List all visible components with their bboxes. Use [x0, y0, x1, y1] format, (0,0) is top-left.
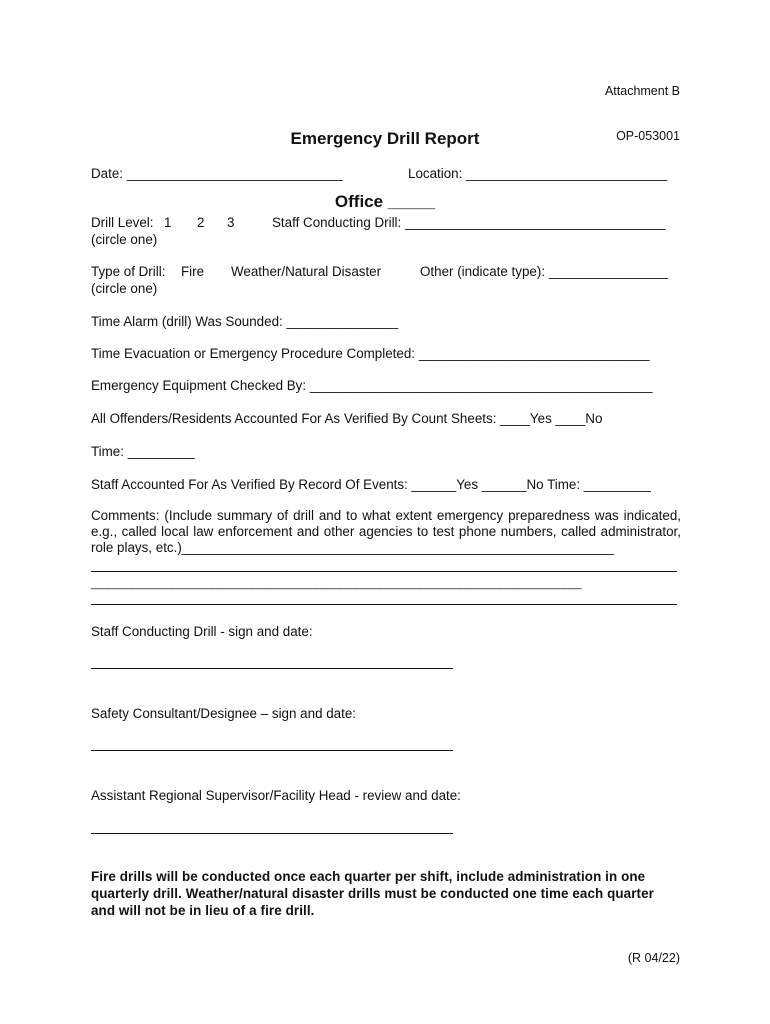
time-alarm-field[interactable]: Time Alarm (drill) Was Sounded: _______________	[91, 314, 399, 329]
safety-signature-label: Safety Consultant/Designee – sign and date:	[91, 706, 357, 721]
time-field[interactable]: Time: _________	[91, 444, 195, 459]
drill-level-option-1[interactable]: 1	[164, 215, 172, 230]
circle-one-hint-2: (circle one)	[91, 281, 158, 296]
staff-signature-label: Staff Conducting Drill - sign and date:	[91, 624, 313, 639]
supervisor-signature-label: Assistant Regional Supervisor/Facility Head - review and date:	[91, 788, 461, 803]
safety-signature-line[interactable]	[91, 750, 453, 751]
circle-one-hint: (circle one)	[91, 232, 158, 247]
fire-drill-note: Fire drills will be conducted once each quarter per shift, include administration in one quarterly drill. Weather/natural disaster drills must be conducted one time each quarter and will not be in lieu of a fire drill.	[91, 869, 654, 918]
staff-signature-line[interactable]	[91, 668, 453, 669]
revision-label: (R 04/22)	[627, 951, 680, 965]
staff-accounted-field[interactable]: Staff Accounted For As Verified By Record Of Events: ______Yes ______No Time: _________	[91, 477, 651, 492]
supervisor-signature-line[interactable]	[91, 833, 453, 834]
offenders-accounted-field[interactable]: All Offenders/Residents Accounted For As Verified By Count Sheets: ____Yes ____No	[91, 411, 603, 426]
title-line-1: Emergency Drill Report	[290, 129, 480, 148]
comments-field[interactable]	[91, 508, 681, 556]
drill-level-option-2[interactable]: 2	[197, 215, 205, 230]
drill-type-label: Type of Drill:	[91, 264, 166, 279]
equipment-checked-field[interactable]: Emergency Equipment Checked By: ______________________________________________	[91, 378, 653, 393]
time-evacuation-field[interactable]: Time Evacuation or Emergency Procedure Completed: _______________________________	[91, 346, 650, 361]
drill-level-option-3[interactable]: 3	[227, 215, 235, 230]
drill-level-label: Drill Level:	[91, 215, 154, 230]
comments-line[interactable]	[91, 571, 677, 572]
location-field[interactable]: Location: ___________________________	[408, 166, 668, 181]
drill-type-fire[interactable]: Fire	[181, 264, 205, 279]
comments-line[interactable]	[91, 604, 677, 605]
title-office-line: Office _____	[334, 192, 436, 211]
attachment-label: Attachment B	[604, 84, 680, 98]
comments-underscore-line[interactable]: _____________________________________________________________________________________	[91, 578, 582, 590]
drill-type-weather[interactable]: Weather/Natural Disaster	[231, 264, 382, 279]
document-code: OP-053001	[616, 129, 680, 143]
drill-type-other-field[interactable]: Other (indicate type): ________________	[420, 264, 668, 279]
comments-text: Comments: (Include summary of drill and to what extent emergency preparedness was indicated, e.g., called local law enforcement and other agencies to test phone numbers, called administrator, role plays, etc.)__________________________________________________________	[91, 508, 681, 555]
date-field[interactable]: Date: _____________________________	[91, 166, 343, 181]
staff-conducting-field[interactable]: Staff Conducting Drill: ___________________________________	[272, 215, 666, 230]
